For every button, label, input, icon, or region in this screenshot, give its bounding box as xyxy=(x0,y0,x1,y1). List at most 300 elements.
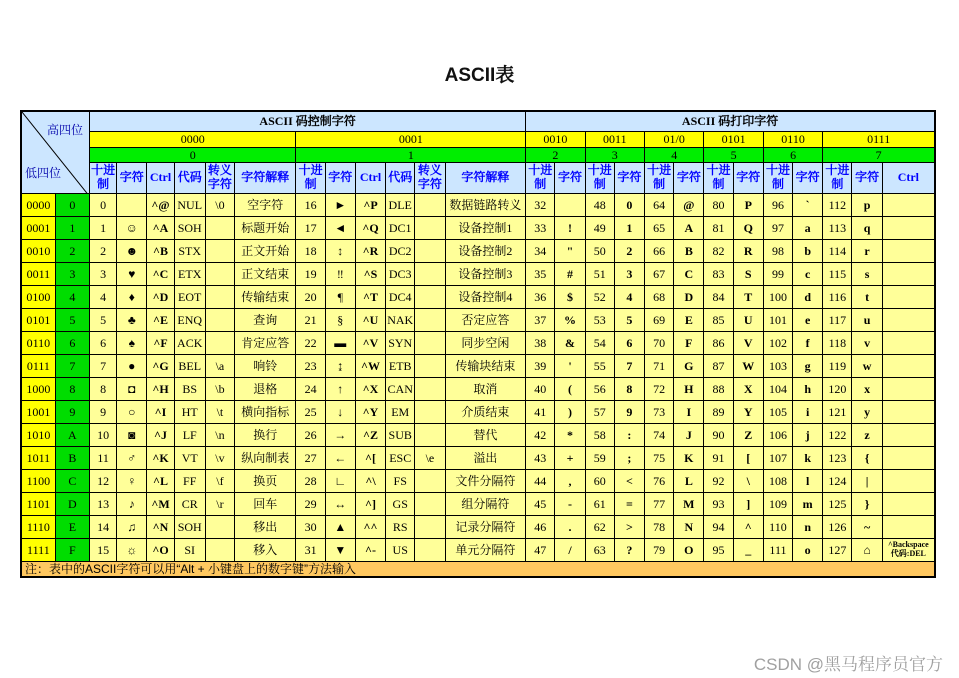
escape-cell: \a xyxy=(205,354,234,377)
dec-cell: 71 xyxy=(645,354,674,377)
char-cell: q xyxy=(852,216,882,239)
code-cell: NAK xyxy=(386,308,415,331)
char-cell xyxy=(117,193,147,216)
dec-cell: 52 xyxy=(585,285,614,308)
code-cell: VT xyxy=(174,446,205,469)
desc-cell: 正文结束 xyxy=(235,262,296,285)
dec-cell: 77 xyxy=(645,492,674,515)
char-cell: ⌂ xyxy=(852,538,882,561)
char-cell: X xyxy=(733,377,763,400)
low-bits-cell: 0010 xyxy=(21,239,55,262)
dec-cell: 49 xyxy=(585,216,614,239)
dec-cell: 89 xyxy=(704,400,733,423)
desc-cell: 回车 xyxy=(235,492,296,515)
ctrl-cell xyxy=(882,331,935,354)
col-header-dec: 十进制 xyxy=(296,162,325,193)
dec-cell: 113 xyxy=(823,216,852,239)
col-header-char: 字符 xyxy=(117,162,147,193)
char-cell: D xyxy=(674,285,704,308)
char-cell: [ xyxy=(733,446,763,469)
low-bits-cell: 0011 xyxy=(21,262,55,285)
char-cell: Y xyxy=(733,400,763,423)
ctrl-cell xyxy=(882,193,935,216)
dec-cell: 74 xyxy=(645,423,674,446)
dec-cell: 15 xyxy=(90,538,117,561)
ascii-table-container xyxy=(20,110,936,578)
low-hex-cell: 6 xyxy=(55,331,89,354)
char-cell: ¶ xyxy=(325,285,355,308)
code-cell: US xyxy=(386,538,415,561)
col-header-ctrl: Ctrl xyxy=(882,162,935,193)
escape-cell xyxy=(205,308,234,331)
dec-cell: 60 xyxy=(585,469,614,492)
char-cell: a xyxy=(793,216,823,239)
ctrl-cell: ^B xyxy=(147,239,174,262)
escape-cell xyxy=(415,262,445,285)
char-cell: ◘ xyxy=(117,377,147,400)
dec-cell: 6 xyxy=(90,331,117,354)
char-cell: ● xyxy=(117,354,147,377)
dec-cell: 33 xyxy=(526,216,555,239)
high-bits-2: 0010 xyxy=(526,131,585,147)
char-cell: 5 xyxy=(614,308,644,331)
high-bits-4: 01/0 xyxy=(645,131,704,147)
desc-cell: 设备控制1 xyxy=(445,216,526,239)
dec-cell: 78 xyxy=(645,515,674,538)
char-cell: ▼ xyxy=(325,538,355,561)
dec-cell: 88 xyxy=(704,377,733,400)
code-cell: DC4 xyxy=(386,285,415,308)
char-cell: ☼ xyxy=(117,538,147,561)
code-cell: SOH xyxy=(174,515,205,538)
high-num-0: 0 xyxy=(90,147,296,162)
dec-cell: 84 xyxy=(704,285,733,308)
dec-cell: 22 xyxy=(296,331,325,354)
escape-cell xyxy=(415,469,445,492)
code-cell: SOH xyxy=(174,216,205,239)
dec-cell: 37 xyxy=(526,308,555,331)
col-header-dec: 十进制 xyxy=(526,162,555,193)
ctrl-cell: ^S xyxy=(355,262,385,285)
dec-cell: 125 xyxy=(823,492,852,515)
char-cell: ♂ xyxy=(117,446,147,469)
char-cell: # xyxy=(555,262,585,285)
low-bits-cell: 0101 xyxy=(21,308,55,331)
char-cell: ' xyxy=(555,354,585,377)
char-cell: \ xyxy=(733,469,763,492)
code-cell: FS xyxy=(386,469,415,492)
char-cell: $ xyxy=(555,285,585,308)
desc-cell: 肯定应答 xyxy=(235,331,296,354)
escape-cell xyxy=(415,538,445,561)
char-cell: T xyxy=(733,285,763,308)
char-cell: ← xyxy=(325,446,355,469)
desc-cell: 记录分隔符 xyxy=(445,515,526,538)
table-row xyxy=(21,515,935,538)
char-cell: @ xyxy=(674,193,704,216)
char-cell: p xyxy=(852,193,882,216)
dec-cell: 116 xyxy=(823,285,852,308)
dec-cell: 50 xyxy=(585,239,614,262)
dec-cell: 127 xyxy=(823,538,852,561)
ctrl-cell: ^D xyxy=(147,285,174,308)
dec-cell: 32 xyxy=(526,193,555,216)
table-row xyxy=(21,262,935,285)
ctrl-cell: ^O xyxy=(147,538,174,561)
char-cell: u xyxy=(852,308,882,331)
escape-cell xyxy=(415,308,445,331)
col-header-char: 字符 xyxy=(852,162,882,193)
dec-cell: 82 xyxy=(704,239,733,262)
char-cell: C xyxy=(674,262,704,285)
char-cell: F xyxy=(674,331,704,354)
ctrl-cell: ^M xyxy=(147,492,174,515)
char-cell: G xyxy=(674,354,704,377)
char-cell: o xyxy=(793,538,823,561)
dec-cell: 103 xyxy=(763,354,792,377)
watermark: CSDN @黑马程序员官方 xyxy=(753,655,943,674)
code-cell: DC1 xyxy=(386,216,415,239)
code-cell: SUB xyxy=(386,423,415,446)
char-cell: x xyxy=(852,377,882,400)
desc-cell: 换页 xyxy=(235,469,296,492)
code-cell: RS xyxy=(386,515,415,538)
low-bits-cell: 1010 xyxy=(21,423,55,446)
ctrl-cell: ^X xyxy=(355,377,385,400)
low-bits-cell: 1111 xyxy=(21,538,55,561)
dec-cell: 29 xyxy=(296,492,325,515)
table-row xyxy=(21,492,935,515)
high-num-1: 1 xyxy=(296,147,526,162)
dec-cell: 98 xyxy=(763,239,792,262)
desc-cell: 同步空闲 xyxy=(445,331,526,354)
dec-cell: 63 xyxy=(585,538,614,561)
col-header-dec: 十进制 xyxy=(823,162,852,193)
char-cell: Q xyxy=(733,216,763,239)
low-bits-cell: 1101 xyxy=(21,492,55,515)
escape-cell xyxy=(205,285,234,308)
desc-cell: 横向指标 xyxy=(235,400,296,423)
escape-cell xyxy=(205,538,234,561)
char-cell: 8 xyxy=(614,377,644,400)
col-header-esc: 转义字符 xyxy=(205,162,234,193)
ctrl-cell: ^T xyxy=(355,285,385,308)
dec-cell: 51 xyxy=(585,262,614,285)
table-row xyxy=(21,285,935,308)
table-row xyxy=(21,377,935,400)
desc-cell: 设备控制2 xyxy=(445,239,526,262)
low-hex-cell: B xyxy=(55,446,89,469)
table-row xyxy=(21,446,935,469)
char-cell: b xyxy=(793,239,823,262)
char-cell: ♣ xyxy=(117,308,147,331)
high-num-3: 3 xyxy=(585,147,644,162)
col-header-char: 字符 xyxy=(614,162,644,193)
ctrl-cell xyxy=(882,308,935,331)
char-cell: n xyxy=(793,515,823,538)
char-cell: → xyxy=(325,423,355,446)
desc-cell: 数据链路转义 xyxy=(445,193,526,216)
char-cell: V xyxy=(733,331,763,354)
col-header-char: 字符 xyxy=(793,162,823,193)
dec-cell: 3 xyxy=(90,262,117,285)
ctrl-cell: ^Q xyxy=(355,216,385,239)
code-cell: ETX xyxy=(174,262,205,285)
col-header-ctrl: Ctrl xyxy=(355,162,385,193)
ctrl-cell: ^U xyxy=(355,308,385,331)
dec-cell: 111 xyxy=(763,538,792,561)
ctrl-cell: ^H xyxy=(147,377,174,400)
ctrl-cell xyxy=(882,377,935,400)
ctrl-cell: ^K xyxy=(147,446,174,469)
char-cell: = xyxy=(614,492,644,515)
desc-cell: 文件分隔符 xyxy=(445,469,526,492)
dec-cell: 4 xyxy=(90,285,117,308)
char-cell: M xyxy=(674,492,704,515)
char-cell: k xyxy=(793,446,823,469)
escape-cell xyxy=(205,216,234,239)
dec-cell: 5 xyxy=(90,308,117,331)
char-cell: g xyxy=(793,354,823,377)
dec-cell: 73 xyxy=(645,400,674,423)
char-cell: s xyxy=(852,262,882,285)
dec-cell: 108 xyxy=(763,469,792,492)
char-cell: Z xyxy=(733,423,763,446)
dec-cell: 102 xyxy=(763,331,792,354)
escape-cell xyxy=(205,515,234,538)
char-cell xyxy=(555,193,585,216)
dec-cell: 110 xyxy=(763,515,792,538)
char-cell: w xyxy=(852,354,882,377)
char-cell: ♠ xyxy=(117,331,147,354)
code-cell: BS xyxy=(174,377,205,400)
code-cell: ESC xyxy=(386,446,415,469)
char-cell: H xyxy=(674,377,704,400)
del-code-label: 代码:DEL xyxy=(890,548,926,558)
code-cell: EOT xyxy=(174,285,205,308)
char-cell: / xyxy=(555,538,585,561)
dec-cell: 101 xyxy=(763,308,792,331)
dec-cell: 65 xyxy=(645,216,674,239)
dec-cell: 9 xyxy=(90,400,117,423)
ascii-table xyxy=(20,110,936,578)
table-row xyxy=(21,239,935,262)
high-bits-0: 0000 xyxy=(90,131,296,147)
low-bits-cell: 0100 xyxy=(21,285,55,308)
char-cell: ↓ xyxy=(325,400,355,423)
char-cell: j xyxy=(793,423,823,446)
escape-cell xyxy=(415,377,445,400)
ctrl-cell: ^V xyxy=(355,331,385,354)
char-cell: ? xyxy=(614,538,644,561)
code-cell: NUL xyxy=(174,193,205,216)
desc-cell: 移入 xyxy=(235,538,296,561)
high-bits-5: 0101 xyxy=(704,131,763,147)
char-cell: ∟ xyxy=(325,469,355,492)
desc-cell: 设备控制3 xyxy=(445,262,526,285)
dec-cell: 85 xyxy=(704,308,733,331)
dec-cell: 11 xyxy=(90,446,117,469)
dec-cell: 91 xyxy=(704,446,733,469)
char-cell: A xyxy=(674,216,704,239)
char-cell: c xyxy=(793,262,823,285)
escape-cell: \e xyxy=(415,446,445,469)
char-cell: : xyxy=(614,423,644,446)
desc-cell: 否定应答 xyxy=(445,308,526,331)
low-bits-cell: 1011 xyxy=(21,446,55,469)
low-hex-cell: 7 xyxy=(55,354,89,377)
dec-cell: 94 xyxy=(704,515,733,538)
escape-cell xyxy=(415,193,445,216)
escape-cell xyxy=(415,239,445,262)
char-cell: ↨ xyxy=(325,354,355,377)
dec-cell: 79 xyxy=(645,538,674,561)
desc-cell: 组分隔符 xyxy=(445,492,526,515)
char-cell: J xyxy=(674,423,704,446)
low-bits-cell: 0110 xyxy=(21,331,55,354)
char-cell: S xyxy=(733,262,763,285)
high-num-6: 6 xyxy=(763,147,822,162)
col-header-char: 字符 xyxy=(325,162,355,193)
desc-cell: 纵向制表 xyxy=(235,446,296,469)
char-cell: i xyxy=(793,400,823,423)
low-hex-cell: 2 xyxy=(55,239,89,262)
char-cell: e xyxy=(793,308,823,331)
char-cell: } xyxy=(852,492,882,515)
char-cell: h xyxy=(793,377,823,400)
escape-cell xyxy=(415,515,445,538)
char-cell: R xyxy=(733,239,763,262)
char-cell: 7 xyxy=(614,354,644,377)
high-bits-3: 0011 xyxy=(585,131,644,147)
low-hex-cell: 9 xyxy=(55,400,89,423)
ctrl-cell xyxy=(882,354,935,377)
code-cell: LF xyxy=(174,423,205,446)
table-row xyxy=(21,216,935,239)
dec-cell: 30 xyxy=(296,515,325,538)
col-header-dec: 十进制 xyxy=(704,162,733,193)
col-header-esc: 转义字符 xyxy=(415,162,445,193)
char-cell: r xyxy=(852,239,882,262)
char-cell: < xyxy=(614,469,644,492)
char-cell: § xyxy=(325,308,355,331)
dec-cell: 107 xyxy=(763,446,792,469)
char-cell: O xyxy=(674,538,704,561)
desc-cell: 取消 xyxy=(445,377,526,400)
dec-cell: 106 xyxy=(763,423,792,446)
dec-cell: 0 xyxy=(90,193,117,216)
escape-cell xyxy=(415,423,445,446)
ctrl-cell xyxy=(882,285,935,308)
desc-cell: 传输块结束 xyxy=(445,354,526,377)
char-cell: f xyxy=(793,331,823,354)
char-cell: N xyxy=(674,515,704,538)
dec-cell: 31 xyxy=(296,538,325,561)
dec-cell: 120 xyxy=(823,377,852,400)
dec-cell: 42 xyxy=(526,423,555,446)
ctrl-cell: ^Z xyxy=(355,423,385,446)
low-hex-cell: C xyxy=(55,469,89,492)
char-cell: " xyxy=(555,239,585,262)
high-bits-1: 0001 xyxy=(296,131,526,147)
dec-cell: 76 xyxy=(645,469,674,492)
low-bits-cell: 1110 xyxy=(21,515,55,538)
low-hex-cell: A xyxy=(55,423,89,446)
dec-cell: 20 xyxy=(296,285,325,308)
ctrl-cell: ^W xyxy=(355,354,385,377)
table-row xyxy=(21,193,935,216)
dec-cell: 97 xyxy=(763,216,792,239)
dec-cell: 10 xyxy=(90,423,117,446)
dec-cell: 104 xyxy=(763,377,792,400)
dec-cell: 75 xyxy=(645,446,674,469)
page-title: ASCII表 xyxy=(444,65,515,86)
char-cell: ! xyxy=(555,216,585,239)
char-cell: ◄ xyxy=(325,216,355,239)
dec-cell: 16 xyxy=(296,193,325,216)
low-hex-cell: 0 xyxy=(55,193,89,216)
char-cell: 3 xyxy=(614,262,644,285)
ctrl-cell: ^- xyxy=(355,538,385,561)
char-cell: 1 xyxy=(614,216,644,239)
code-cell: BEL xyxy=(174,354,205,377)
char-cell: * xyxy=(555,423,585,446)
char-cell: ▲ xyxy=(325,515,355,538)
footnote-row xyxy=(21,561,935,577)
code-cell: ENQ xyxy=(174,308,205,331)
corner-header xyxy=(21,111,90,193)
dec-cell: 28 xyxy=(296,469,325,492)
char-cell: 9 xyxy=(614,400,644,423)
desc-cell: 空字符 xyxy=(235,193,296,216)
ctrl-cell xyxy=(882,216,935,239)
dec-cell: 54 xyxy=(585,331,614,354)
table-row xyxy=(21,538,935,561)
dec-cell: 18 xyxy=(296,239,325,262)
low-nibble-label: 低四位 xyxy=(25,166,62,180)
dec-cell: 40 xyxy=(526,377,555,400)
dec-cell: 45 xyxy=(526,492,555,515)
dec-cell: 59 xyxy=(585,446,614,469)
code-cell: HT xyxy=(174,400,205,423)
escape-cell xyxy=(415,492,445,515)
table-row xyxy=(21,423,935,446)
ctrl-cell: ^P xyxy=(355,193,385,216)
escape-cell xyxy=(205,239,234,262)
high-num-5: 5 xyxy=(704,147,763,162)
dec-cell: 99 xyxy=(763,262,792,285)
escape-cell: \r xyxy=(205,492,234,515)
dec-cell: 105 xyxy=(763,400,792,423)
desc-cell: 单元分隔符 xyxy=(445,538,526,561)
ctrl-cell xyxy=(882,515,935,538)
ctrl-cell: ^@ xyxy=(147,193,174,216)
dec-cell: 24 xyxy=(296,377,325,400)
escape-cell: \0 xyxy=(205,193,234,216)
ctrl-cell xyxy=(882,423,935,446)
low-bits-cell: 1000 xyxy=(21,377,55,400)
code-cell: DLE xyxy=(386,193,415,216)
dec-cell: 68 xyxy=(645,285,674,308)
dec-cell: 58 xyxy=(585,423,614,446)
dec-cell: 8 xyxy=(90,377,117,400)
code-cell: DC2 xyxy=(386,239,415,262)
desc-cell: 溢出 xyxy=(445,446,526,469)
dec-cell: 112 xyxy=(823,193,852,216)
dec-cell: 80 xyxy=(704,193,733,216)
dec-cell: 34 xyxy=(526,239,555,262)
low-hex-cell: F xyxy=(55,538,89,561)
